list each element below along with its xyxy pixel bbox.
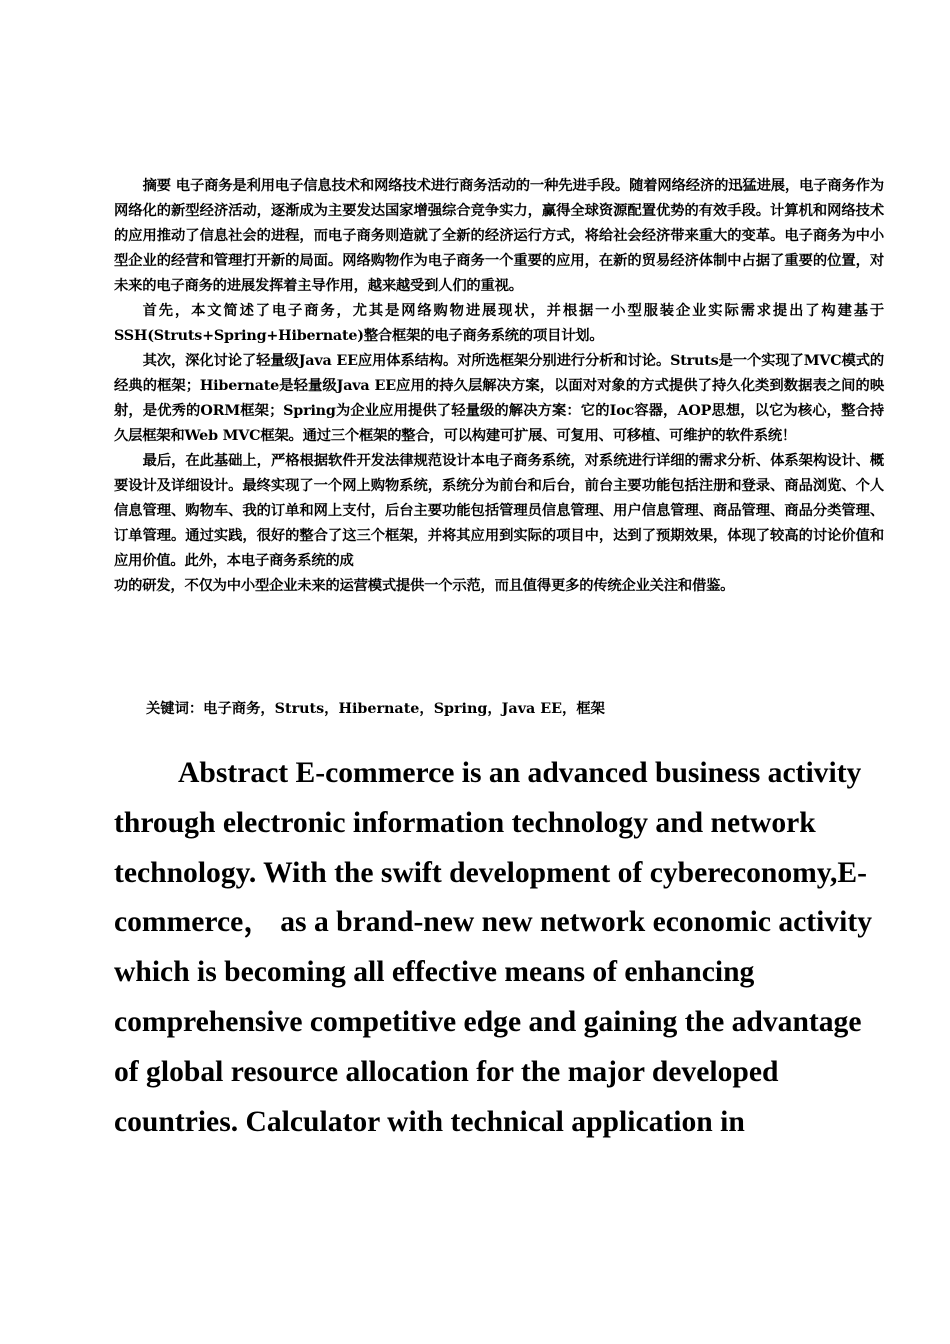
abstract-paragraph-2: 首先，本文简述了电子商务，尤其是网络购物进展现状，并根据一小型服装企业实际需求提出了构建基于SSH(Struts+Spring+Hibernate)整合框架的电子商务系统的项目计划。 xyxy=(114,303,884,344)
abstract-paragraph-5: 功的研发，不仅为中小型企业未来的运营模式提供一个示范，而且值得更多的传统企业关注和借鉴。 xyxy=(114,578,735,594)
abstract-paragraph-1: 摘要 电子商务是利用电子信息技术和网络技术进行商务活动的一种先进手段。随着网络经济的迅猛进展，电子商务作为网络化的新型经济活动，逐渐成为主要发达国家增强综合竞争实力，赢得全球资源配置优势的有效手段。计算机和网络技术的应用推动了信息社会的进程，而电子商务则造就了全新的经济运行方式，将给社会经济带来重大的变革。电子商务为中小型企业的经营和管理打开新的局面。网络购物作为电子商务一个重要的应用，在新的贸易经济体制中占据了重要的位置，对未来的电子商务的进展发挥着主导作用，越来越受到人们的重视。 xyxy=(114,178,884,294)
abstract-paragraph-3: 其次，深化讨论了轻量级Java EE应用体系结构。对所选框架分别进行分析和讨论。Struts是一个实现了MVC模式的经典的框架；Hibernate是轻量级Java EE应用的持久层解决方案，以面对对象的方式提供了持久化类到数据表之间的映射，是优秀的ORM框架；Spring为企业应用提供了轻量级的解决方案：它的Ioc容器，AOP思想，以它为核心，整合持久层框架和Web MVC框架。通过三个框架的整合，可以构建可扩展、可复用、可移植、可维护的软件系统！ xyxy=(114,353,884,444)
chinese-keywords: 关键词：电子商务，Struts，Hibernate，Spring，Java EE，框架 xyxy=(146,701,605,717)
chinese-abstract xyxy=(114,174,884,599)
abstract-paragraph-4: 最后，在此基础上，严格根据软件开发法律规范设计本电子商务系统，对系统进行详细的需求分析、体系架构设计、概要设计及详细设计。最终实现了一个网上购物系统，系统分为前台和后台，前台主要功能包括注册和登录、商品浏览、个人信息管理、购物车、我的订单和网上支付，后台主要功能包括管理员信息管理、用户信息管理、商品管理、商品分类管理、订单管理。通过实践，很好的整合了这三个框架，并将其应用到实际的项目中，达到了预期效果，体现了较高的讨论价值和应用价值。此外，本电子商务系统的成 xyxy=(114,453,884,569)
english-abstract: Abstract E-commerce is an advanced business activity through electronic information technology and network technology. With the swift development of cybereconomy,E-commerce， as a brand-new new network economic activity which is becoming all effective means of enhancing comprehensive competitive edge and gaining the advantage of global resource allocation for the major developed countries. Calculator with technical application in xyxy=(114,757,873,1138)
